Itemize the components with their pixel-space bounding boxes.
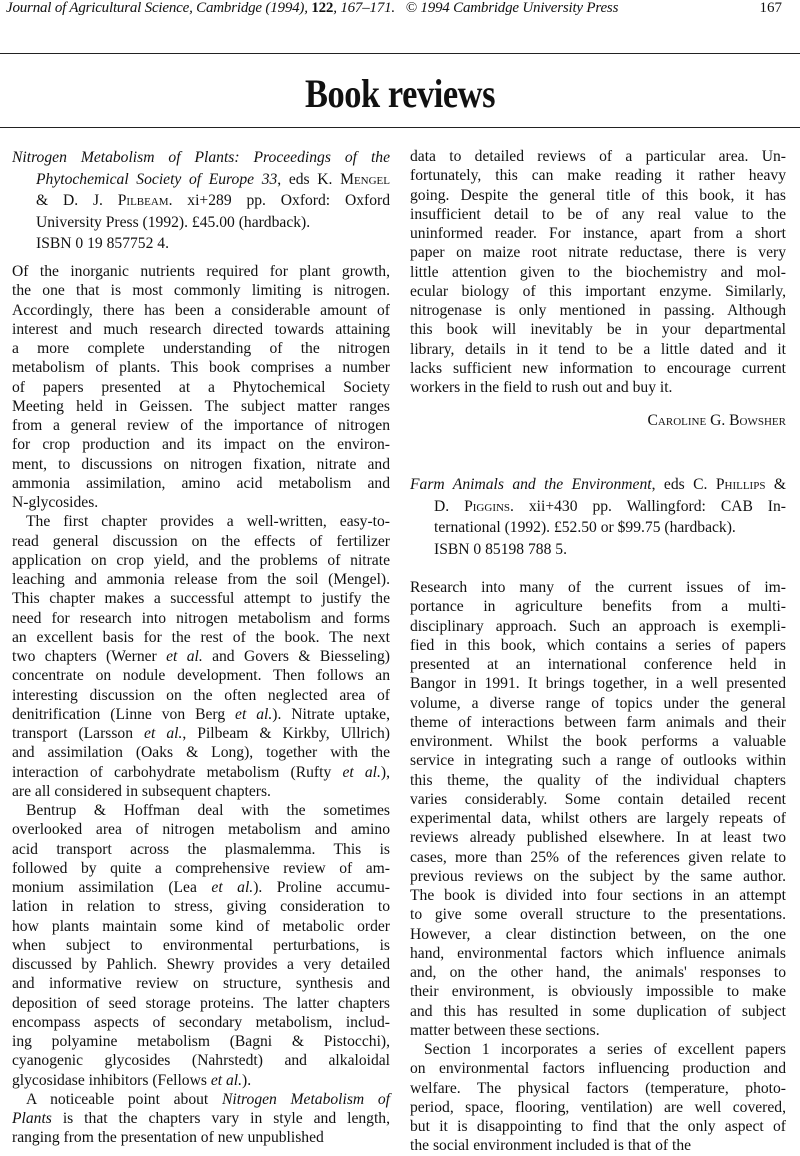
text-run: nitrogenase is only mentioned in passing. Although bbox=[410, 302, 786, 319]
text-run: to give some overall structure to the presentations. bbox=[410, 906, 786, 924]
text-line bbox=[410, 224, 786, 243]
text-run: previous reviews on the subject by the same author. bbox=[410, 867, 786, 885]
text-line bbox=[410, 243, 786, 262]
journal-citation: Journal of Agricultural Science, Cambridge (1994), bbox=[6, 0, 312, 16]
text-run: and, on the other hand, the animals' responses to bbox=[410, 964, 786, 981]
text-run: and assimilation (Oaks & Long), together with the bbox=[12, 744, 390, 762]
text-line bbox=[12, 955, 390, 974]
text-run: volume, a diverse range of topics under the general bbox=[410, 694, 786, 712]
text-run: monium assimilation (Lea bbox=[12, 879, 212, 896]
text-line bbox=[410, 263, 786, 282]
text-run: lacks sufficient new information to encourage current bbox=[410, 359, 786, 377]
text-run: how plants maintain some kind of metabolic order bbox=[12, 917, 390, 935]
text-run: Accordingly, there has been a considerable amount of bbox=[12, 301, 390, 319]
text-line bbox=[12, 512, 390, 531]
text-run: The first chapter provides a well-written, easy-to- bbox=[26, 513, 390, 531]
text-run: Pilbeam bbox=[117, 192, 169, 209]
paragraph bbox=[410, 578, 786, 1040]
text-run: on environmental factors influencing production and bbox=[410, 1060, 786, 1078]
text-line bbox=[410, 205, 786, 224]
text-run: Nitrogen Metabolism of bbox=[221, 1090, 390, 1108]
text-run: Farm Animals and the Environment bbox=[410, 476, 652, 493]
text-line bbox=[12, 782, 390, 801]
text-run: metabolism of plants. This book comprises a number bbox=[12, 359, 390, 377]
text-line bbox=[410, 944, 786, 963]
text-run: library, details in it tend to be a little dated and it bbox=[410, 340, 786, 358]
text-line bbox=[12, 1032, 390, 1051]
text-line bbox=[12, 1128, 390, 1147]
text-line bbox=[410, 320, 786, 339]
text-line bbox=[12, 724, 390, 743]
text-line bbox=[410, 597, 786, 616]
text-run: ammonia assimilation, amino acid metabolism and bbox=[12, 474, 390, 492]
text-run: read general discussion on the effects of fertilizer bbox=[12, 532, 390, 550]
text-line bbox=[12, 1109, 390, 1128]
top-rule bbox=[0, 53, 800, 54]
text-run: varies considerably. Some contain detailed recent bbox=[410, 790, 786, 808]
volume-number: 122 bbox=[311, 0, 334, 16]
text-run: this book will inevitably be in your departmental bbox=[410, 321, 786, 339]
text-run: leaching and ammonia release from the soil (Mengel). bbox=[12, 571, 390, 588]
text-run: experimental data, whilst others are largely repeats of bbox=[410, 810, 786, 827]
text-line bbox=[410, 301, 786, 320]
text-run: et al. bbox=[144, 725, 183, 742]
text-line bbox=[410, 655, 786, 674]
text-run: are all considered in subsequent chapters. bbox=[12, 782, 271, 800]
text-line bbox=[12, 897, 390, 916]
review-citation-1 bbox=[12, 147, 390, 255]
text-line bbox=[410, 147, 786, 166]
text-run: ISBN 0 19 857752 4. bbox=[36, 235, 169, 252]
running-head bbox=[6, 0, 618, 17]
text-run: However, a clear distinction between, on the one bbox=[410, 925, 786, 943]
text-line bbox=[12, 994, 390, 1013]
text-run: Meeting held in Geissen. The subject matter ranges bbox=[12, 397, 390, 415]
text-line bbox=[12, 705, 390, 724]
text-line bbox=[410, 496, 786, 518]
text-line bbox=[12, 589, 390, 608]
text-line bbox=[12, 474, 390, 493]
text-line bbox=[410, 186, 786, 205]
text-run: data to detailed reviews of a particular area. Un- bbox=[410, 148, 786, 165]
text-line bbox=[12, 820, 390, 839]
text-run: paper on maize root nitrate reductase, there is very bbox=[410, 244, 786, 262]
text-run: period, space, flooring, ventilation) are well covered, bbox=[410, 1098, 786, 1116]
text-line bbox=[12, 190, 390, 212]
review-citation-2 bbox=[410, 474, 786, 560]
text-line bbox=[12, 262, 390, 281]
text-line bbox=[410, 1002, 786, 1021]
text-line bbox=[410, 828, 786, 847]
text-line bbox=[12, 743, 390, 762]
text-run: acid transport across the plasmalemma. This is bbox=[12, 840, 390, 858]
text-run: Phytochemical Society of Europe 33 bbox=[36, 170, 278, 188]
text-run: deposition of seed storage proteins. The latter chapters bbox=[12, 994, 390, 1012]
text-run: glycosidase inhibitors (Fellows bbox=[12, 1071, 211, 1089]
text-line bbox=[12, 974, 390, 993]
text-line bbox=[410, 925, 786, 944]
paragraph bbox=[12, 1090, 390, 1148]
text-line bbox=[410, 771, 786, 790]
text-line bbox=[12, 647, 390, 666]
text-line bbox=[12, 1051, 390, 1070]
text-run: Bentrup & Hoffman deal with the sometimes bbox=[26, 802, 390, 819]
text-run: ecular biology of this important enzyme. Similarly, bbox=[410, 282, 786, 300]
text-run: uninformed reader. For instance, apart from a short bbox=[410, 225, 786, 242]
text-run: service in integrating such a range of outlooks within bbox=[410, 752, 786, 770]
text-line bbox=[12, 455, 390, 474]
text-run: ). Nitrate uptake, bbox=[272, 705, 390, 723]
title-rule bbox=[0, 127, 800, 128]
text-line bbox=[410, 359, 786, 378]
text-run: ternational (1992). £52.50 or $99.75 (hardback). bbox=[434, 519, 736, 536]
text-line bbox=[410, 282, 786, 301]
text-run: A noticeable point about bbox=[26, 1090, 222, 1108]
text-line bbox=[410, 963, 786, 982]
text-run: a more complete understanding of the nitrogen bbox=[12, 340, 390, 357]
text-run: interaction of carbohydrate metabolism (Rufty bbox=[12, 763, 343, 781]
text-line bbox=[12, 570, 390, 589]
text-run: cases, more than 25% of the references given relate to bbox=[410, 848, 786, 866]
text-run: University Press (1992). £45.00 (hardback). bbox=[36, 213, 311, 231]
text-line bbox=[410, 886, 786, 905]
text-line bbox=[12, 532, 390, 551]
text-line bbox=[410, 751, 786, 770]
text-line bbox=[12, 628, 390, 647]
text-line bbox=[410, 1098, 786, 1117]
text-run: presented at an international conference held in bbox=[410, 656, 786, 673]
text-run: when subject to environmental perturbations, is bbox=[12, 936, 390, 954]
text-run: ). bbox=[242, 1071, 252, 1089]
paragraph bbox=[12, 262, 390, 512]
text-line bbox=[410, 636, 786, 655]
text-line bbox=[12, 609, 390, 628]
text-line bbox=[12, 281, 390, 300]
text-run: and Govers & Biesseling) bbox=[202, 648, 390, 665]
text-run: . xii+430 pp. Wallingford: CAB In- bbox=[510, 497, 786, 515]
text-line bbox=[410, 809, 786, 828]
text-run: lation in relation to stress, giving consideration to bbox=[12, 898, 390, 916]
text-run: Nitrogen Metabolism of Plants: Proceedings of the bbox=[12, 149, 390, 166]
text-line bbox=[12, 493, 390, 512]
text-run: . xi+289 pp. Oxford: Oxford bbox=[168, 192, 390, 209]
text-run: need for research into nitrogen metabolism and forms bbox=[12, 609, 390, 627]
text-line bbox=[410, 1117, 786, 1136]
text-run: hand, environmental factors which influence animals bbox=[410, 944, 786, 962]
text-run: Of the inorganic nutrients required for plant growth, bbox=[12, 263, 390, 280]
page-range: , 167–171. bbox=[333, 0, 395, 16]
text-run: followed by quite a comprehensive review of am- bbox=[12, 859, 390, 877]
text-line bbox=[410, 790, 786, 809]
text-run: environment. Whilst the book performs a valuable bbox=[410, 733, 786, 750]
text-line bbox=[410, 1136, 786, 1155]
text-run: ). Proline accumu- bbox=[253, 879, 390, 896]
text-run: this theme, the quality of the individual chapters bbox=[410, 771, 786, 789]
text-run: interesting discussion on the often neglected area of bbox=[12, 686, 390, 704]
text-line bbox=[12, 917, 390, 936]
text-run: for crop production and its impact on the environ- bbox=[12, 436, 390, 454]
text-line bbox=[12, 686, 390, 705]
text-line bbox=[410, 713, 786, 732]
text-run: N-glycosides. bbox=[12, 494, 99, 511]
text-run: The book is divided into four sections in an attempt bbox=[410, 887, 786, 904]
text-run: of papers presented at a Phytochemical Society bbox=[12, 378, 390, 396]
text-line bbox=[410, 474, 786, 496]
text-run: interest and much research directed towards attaining bbox=[12, 320, 390, 338]
text-run: but it is disappointing to find that the only aspect of bbox=[410, 1118, 786, 1135]
review-body-1 bbox=[12, 262, 390, 1148]
text-line bbox=[410, 867, 786, 886]
text-run: et al. bbox=[166, 648, 203, 665]
text-run: discussed by Pahlich. Shewry provides a very detailed bbox=[12, 956, 390, 973]
text-line bbox=[12, 666, 390, 685]
text-run: Mengel bbox=[340, 170, 390, 188]
text-line bbox=[410, 1021, 786, 1040]
text-line bbox=[410, 848, 786, 867]
text-line bbox=[12, 859, 390, 878]
text-run: reviews already published elsewhere. In at least two bbox=[410, 829, 786, 847]
text-run: is that the chapters vary in style and length, bbox=[51, 1110, 390, 1127]
paragraph bbox=[12, 801, 390, 1090]
text-line bbox=[12, 1013, 390, 1032]
text-line bbox=[410, 1059, 786, 1078]
text-run: theme of interactions between farm animals and their bbox=[410, 713, 786, 731]
text-run: , eds K. bbox=[277, 170, 341, 188]
text-run: concentrate on nodule development. Then follows an bbox=[12, 667, 390, 685]
text-run: portance in agriculture benefits from a multi- bbox=[410, 598, 786, 616]
text-line bbox=[12, 416, 390, 435]
text-line bbox=[12, 435, 390, 454]
text-run: et al. bbox=[211, 879, 254, 896]
text-run: disciplinary approach. Such an approach is exempli- bbox=[410, 617, 786, 635]
text-run: and this has resulted in some duplication of subject bbox=[410, 1002, 786, 1020]
text-run: an excellent basis for the rest of the book. The next bbox=[12, 628, 390, 646]
text-run: Phillips bbox=[715, 476, 766, 493]
text-run: fied in this book, which contains a series of papers bbox=[410, 636, 786, 654]
paragraph bbox=[410, 1040, 786, 1156]
text-line bbox=[410, 674, 786, 693]
text-line bbox=[410, 340, 786, 359]
text-line bbox=[12, 1090, 390, 1109]
text-run: , Pilbeam & Kirkby, Ullrich) bbox=[182, 725, 391, 742]
page-number: 167 bbox=[759, 0, 782, 16]
text-run: cyanogenic glycosides (Nahrstedt) and alkaloidal bbox=[12, 1052, 390, 1070]
text-run: fortunately, this can make reading it rather heavy bbox=[410, 167, 786, 185]
text-line bbox=[410, 732, 786, 751]
text-run: transport (Larsson bbox=[12, 725, 145, 742]
paragraph bbox=[12, 512, 390, 801]
text-line bbox=[12, 212, 390, 234]
text-line bbox=[12, 378, 390, 397]
text-run: from a general review of the importance of nitrogen bbox=[12, 417, 390, 434]
text-run: workers in the field to rush out and buy it. bbox=[410, 379, 673, 396]
text-run: the one that is most commonly limiting is nitrogen. bbox=[12, 282, 390, 300]
text-run: encompass aspects of secondary metabolism, includ- bbox=[12, 1013, 390, 1031]
text-run: Section 1 incorporates a series of excellent papers bbox=[424, 1041, 786, 1058]
text-run: et al. bbox=[210, 1071, 242, 1089]
text-line bbox=[410, 905, 786, 924]
text-line bbox=[12, 169, 390, 191]
text-line bbox=[410, 1079, 786, 1098]
text-line bbox=[12, 358, 390, 377]
text-run: et al. bbox=[235, 705, 273, 723]
text-line bbox=[410, 539, 786, 561]
text-run: Plants bbox=[12, 1110, 52, 1127]
text-run: Research into many of the current issues of im- bbox=[410, 579, 786, 596]
text-line bbox=[410, 578, 786, 597]
text-run: , eds C. bbox=[651, 476, 716, 493]
text-line bbox=[12, 551, 390, 570]
text-run: application on crop yield, and the problems of nitrate bbox=[12, 551, 390, 569]
text-line bbox=[12, 1071, 390, 1090]
text-run: ), bbox=[380, 763, 390, 781]
text-line bbox=[12, 147, 390, 169]
text-run: D. bbox=[434, 497, 465, 515]
text-run: denitrification (Linne von Berg bbox=[12, 705, 236, 723]
review-body-1-continued bbox=[410, 147, 786, 397]
text-run: ISBN 0 85198 788 5. bbox=[434, 540, 567, 558]
text-line bbox=[410, 694, 786, 713]
text-run: ranging from the presentation of new unpublished bbox=[12, 1129, 324, 1147]
text-run: ing polyamine metabolism (Bagni & Pistocchi), bbox=[12, 1033, 390, 1050]
text-line bbox=[410, 982, 786, 1001]
text-line bbox=[410, 378, 786, 397]
text-run: Bangor in 1991. It brings together, in a well presented bbox=[410, 675, 786, 693]
text-run: This chapter makes a successful attempt to justify the bbox=[12, 590, 390, 608]
copyright: © 1994 Cambridge University Press bbox=[405, 0, 619, 16]
text-run: two chapters (Werner bbox=[12, 648, 167, 665]
text-run: Piggins bbox=[464, 497, 511, 515]
text-run: welfare. The physical factors (temperature, photo- bbox=[410, 1079, 786, 1097]
text-run: & D. J. bbox=[36, 192, 118, 209]
text-run: the social environment included is that of the bbox=[410, 1137, 692, 1155]
text-run: ment, to discussions on nitrogen fixation, nitrate and bbox=[12, 455, 390, 473]
text-run: overlooked area of nitrogen metabolism and amino bbox=[12, 821, 390, 839]
text-line bbox=[12, 878, 390, 897]
text-run: their environment, is obviously impossible to make bbox=[410, 983, 786, 1001]
text-line bbox=[12, 301, 390, 320]
reviewer-name: Caroline G. Bowsher bbox=[647, 412, 786, 429]
text-run: going. Despite the general title of this book, it has bbox=[410, 186, 786, 204]
text-run: insufficient detail to be of any real value to the bbox=[410, 205, 786, 223]
text-run: matter between these sections. bbox=[410, 1021, 600, 1039]
text-line bbox=[410, 1040, 786, 1059]
text-line bbox=[410, 166, 786, 185]
text-line bbox=[12, 233, 390, 255]
text-line bbox=[12, 801, 390, 820]
text-run: and informative review on structure, synthesis and bbox=[12, 975, 390, 993]
text-line bbox=[12, 763, 390, 782]
text-line bbox=[12, 339, 390, 358]
text-run: & bbox=[765, 476, 787, 493]
text-line bbox=[12, 840, 390, 859]
text-line bbox=[410, 517, 786, 539]
text-run: little attention given to the biochemistry and mol- bbox=[410, 263, 786, 281]
review-body-2 bbox=[410, 578, 786, 1156]
text-line bbox=[12, 397, 390, 416]
text-run: et al. bbox=[342, 763, 381, 781]
text-line bbox=[12, 936, 390, 955]
section-title: Book reviews bbox=[304, 71, 496, 116]
text-line bbox=[12, 320, 390, 339]
text-line bbox=[410, 617, 786, 636]
